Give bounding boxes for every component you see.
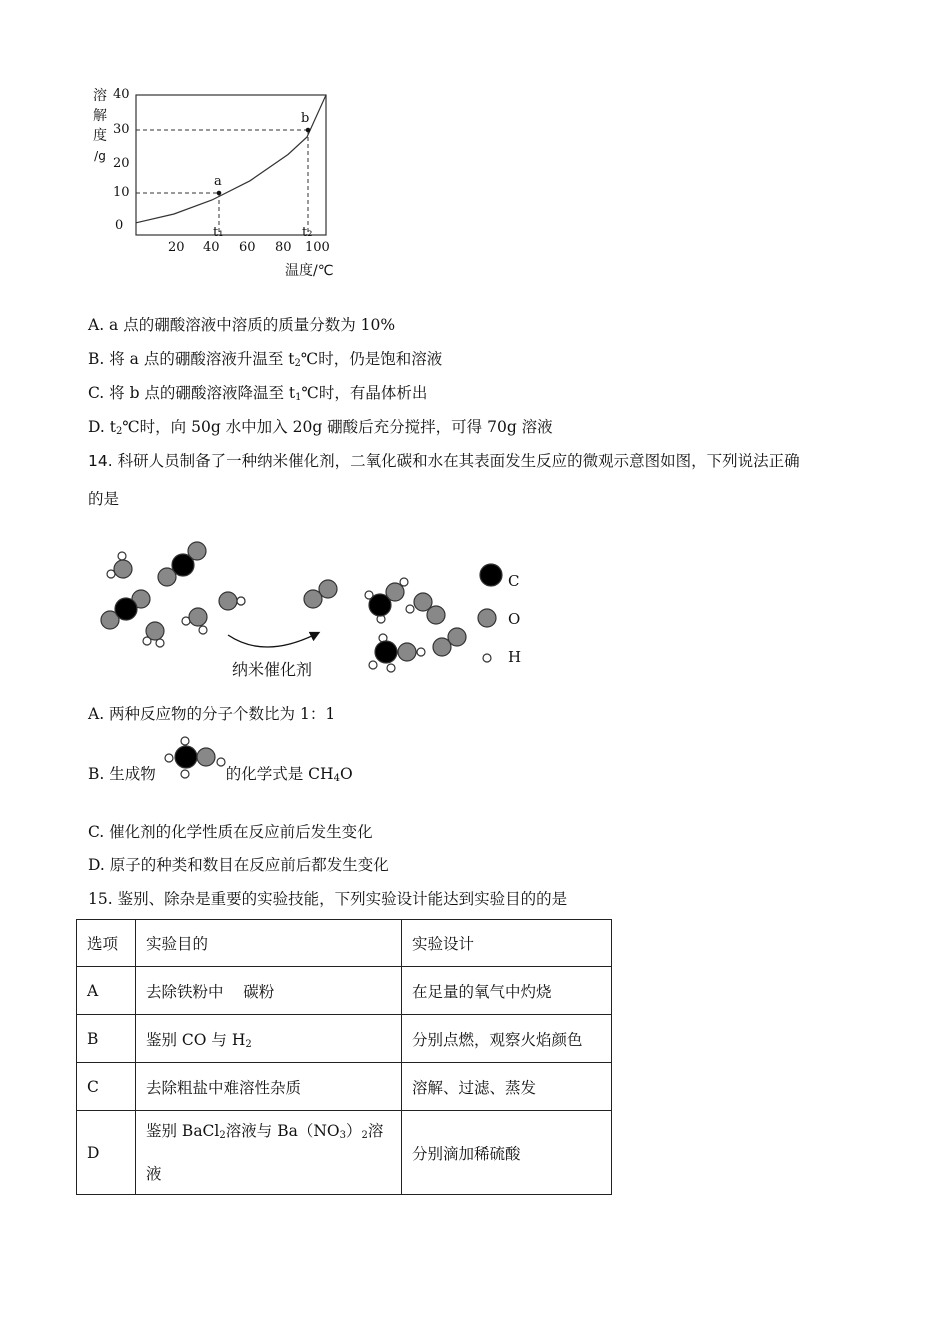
h-atom [181,770,189,778]
h-atom [217,758,225,766]
h-atom [369,661,377,669]
o-atom [448,628,466,646]
ch4o-molecule [163,736,233,782]
q14-stem-line1: 14. 科研人员制备了一种纳米催化剂，二氧化碳和水在其表面发生反应的微观示意图如图，下列说法正确 [88,452,800,470]
ytick: 10 [113,185,130,200]
xtick: 100 [305,240,330,255]
table-cell: 鉴别 BaCl$_2$溶液与 $Ba(NO_3)_2$溶 液 [136,1111,402,1195]
q13-option-b: B. 将 a 点的硼酸溶液升温至 $t_2℃$时，仍是饱和溶液 [88,350,443,369]
q13-option-d: D. $t_2℃$时，向 50g 水中加入 20g 硼酸后充分搅拌，可得 70g 溶液 [88,418,553,437]
table-cell: 去除粗盐中难溶性杂质 [136,1063,402,1111]
q14-option-c: C. 催化剂的化学性质在反应前后发生变化 [88,823,373,841]
table-cell: A [77,967,136,1015]
o-atom [398,643,416,661]
table-header-row [77,920,612,967]
table-cell: 溶解、过滤、蒸发 [402,1063,612,1111]
q14-option-a: A. 两种反应物的分子个数比为 1：1 [88,705,336,723]
x-axis-label: 温度/℃ [285,263,334,279]
o-atom [304,590,322,608]
ytick: 40 [113,87,130,102]
q15-stem: 15. 鉴别、除杂是重要的实验技能，下列实验设计能达到实验目的的是 [88,890,568,908]
legend-c-label: C [508,572,520,590]
h-atom [387,664,395,672]
c-atom [175,746,197,768]
o-atom [146,622,164,640]
h-atom [181,737,189,745]
q14-stem-line2: 的是 [88,490,120,508]
o-atom [189,608,207,626]
catalyst-label: 纳米催化剂 [232,660,313,679]
q13-option-c: C. 将 b 点的硼酸溶液降温至 $t_1℃$时，有晶体析出 [88,384,428,403]
ytick: 20 [113,156,130,171]
legend-o-atom [478,609,496,627]
legend-c-atom [480,564,502,586]
xtick: 40 [203,240,220,255]
table-row [77,967,612,1015]
o-atom [114,560,132,578]
c-atom [115,598,137,620]
label-b: b [301,111,310,126]
table-cell: B [77,1015,136,1063]
table-header: 实验设计 [402,920,612,967]
c-atom [375,641,397,663]
table-row [77,1015,612,1063]
xtick: 20 [168,240,185,255]
point-b [306,128,311,133]
ylabel-char: 解 [93,108,107,124]
table-cell: 鉴别 CO 与 $H_2$ [136,1015,402,1063]
ytick: 0 [115,218,124,233]
q14-number: 14. [88,452,113,470]
ytick: 30 [113,122,130,137]
o-atom [197,748,215,766]
h-atom [199,626,207,634]
table-cell: 在足量的氧气中灼烧 [402,967,612,1015]
q15-table [76,919,612,1195]
table-header: 选项 [77,920,136,967]
table-cell: 去除铁粉中 碳粉 [136,967,402,1015]
h-atom [165,754,173,762]
table-row [77,1111,612,1195]
h-atom [406,605,414,613]
table-cell: 分别滴加稀硫酸 [402,1111,612,1195]
ylabel-char: 溶 [93,88,107,104]
table-row [77,1063,612,1111]
table-cell: D [77,1111,136,1195]
q13-option-a: A. a 点的硼酸溶液中溶质的质量分数为 10% [88,316,396,334]
solubility-curve [136,95,326,223]
o-atom [427,606,445,624]
table-header: 实验目的 [136,920,402,967]
ylabel-char: /g [94,149,106,163]
q14-option-b: B. 生成物 的化学式是 $CH_4O$ [88,765,353,784]
table-cell: C [77,1063,136,1111]
point-a [217,191,222,196]
label-t2: t₂ [302,225,313,240]
label-a: a [214,174,222,189]
legend-o-label: O [508,610,521,628]
q14-option-d: D. 原子的种类和数目在反应前后都发生变化 [88,856,389,874]
c-atom [369,594,391,616]
graph-frame [136,95,326,235]
catalyst-arrow [228,633,318,647]
c-atom [172,554,194,576]
solubility-graph [80,84,350,284]
legend-h-atom [483,654,491,662]
h-atom [237,597,245,605]
xtick: 80 [275,240,292,255]
table-cell: 分别点燃，观察火焰颜色 [402,1015,612,1063]
h-atom [417,648,425,656]
label-t1: t₁ [213,225,224,240]
o-atom [219,592,237,610]
h-atom [118,552,126,560]
legend-h-label: H [508,648,522,666]
ylabel-char: 度 [93,128,107,144]
xtick: 60 [239,240,256,255]
reaction-diagram [90,535,540,685]
